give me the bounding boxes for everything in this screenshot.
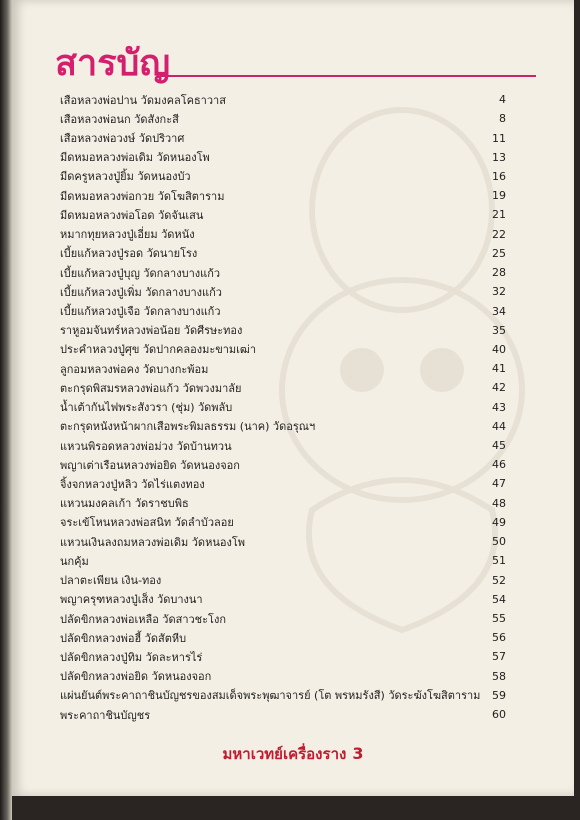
toc-entry-page: 60 bbox=[492, 708, 506, 722]
toc-entry-page: 13 bbox=[492, 150, 506, 164]
toc-entry-title: ปลัดขิกหลวงพ่อเหลือ วัดสาวชะโงก bbox=[60, 612, 226, 626]
toc-entry-title: จิ้งจกหลวงปู่หลิว วัดไร่แตงทอง bbox=[60, 477, 205, 491]
toc-entry-page: 43 bbox=[492, 400, 506, 414]
toc-entry-page: 28 bbox=[492, 266, 506, 280]
page-footer bbox=[12, 742, 574, 766]
toc-entry-title: พระคาถาชินบัญชร bbox=[60, 708, 151, 722]
toc-entry-page: 49 bbox=[492, 515, 506, 529]
toc-entry-page: 50 bbox=[492, 535, 506, 549]
toc-entry bbox=[60, 686, 506, 705]
table-of-contents bbox=[60, 90, 506, 724]
toc-entry-page: 11 bbox=[492, 131, 506, 145]
toc-entry-title: ปลัดขิกหลวงพ่อฮี้ วัดสัตหีบ bbox=[60, 631, 187, 645]
toc-entry-page: 32 bbox=[492, 285, 506, 299]
toc-entry bbox=[60, 455, 506, 474]
title-underline bbox=[160, 75, 536, 77]
toc-entry-page: 34 bbox=[492, 304, 506, 318]
toc-entry bbox=[60, 609, 506, 628]
toc-entry-title: เบี้ยแก้หลวงปู่เจือ วัดกลางบางแก้ว bbox=[60, 305, 221, 319]
toc-entry-title: แหวนพิรอดหลวงพ่อม่วง วัดบ้านทวน bbox=[60, 439, 232, 453]
toc-entry bbox=[60, 301, 506, 320]
toc-entry bbox=[60, 321, 506, 340]
toc-entry-title: ปลัดขิกหลวงพ่อยิด วัดหนองจอก bbox=[60, 670, 212, 684]
book-page bbox=[12, 0, 574, 796]
toc-entry-page: 8 bbox=[499, 112, 506, 126]
toc-entry-title: จระเข้โหนหลวงพ่อสนิท วัดลำบัวลอย bbox=[60, 516, 234, 530]
toc-entry-page: 21 bbox=[492, 208, 506, 222]
toc-entry bbox=[60, 167, 506, 186]
toc-entry-page: 41 bbox=[492, 362, 506, 376]
toc-entry-page: 55 bbox=[492, 612, 506, 626]
toc-entry bbox=[60, 667, 506, 686]
toc-entry bbox=[60, 532, 506, 551]
toc-entry-title: นกคุ้ม bbox=[60, 554, 89, 568]
toc-entry bbox=[60, 628, 506, 647]
toc-entry-page: 44 bbox=[492, 419, 506, 433]
toc-entry-title: ปลัดขิกหลวงปู่ทิม วัดละหารไร่ bbox=[60, 650, 203, 664]
toc-entry bbox=[60, 570, 506, 589]
toc-entry-title: เสือหลวงพ่อวงษ์ วัดปริวาศ bbox=[60, 132, 185, 146]
toc-entry-page: 52 bbox=[492, 573, 506, 587]
toc-entry bbox=[60, 513, 506, 532]
toc-entry-title: แหวนมงคลเก้า วัดราชบพิธ bbox=[60, 497, 189, 511]
toc-entry-title: พญาครุฑหลวงปู่เส็ง วัดบางนา bbox=[60, 593, 203, 607]
toc-entry-title: แหวนเงินลงถมหลวงพ่อเดิม วัดหนองโพ bbox=[60, 535, 245, 549]
toc-entry-page: 48 bbox=[492, 496, 506, 510]
toc-entry bbox=[60, 205, 506, 224]
toc-entry bbox=[60, 474, 506, 493]
toc-entry bbox=[60, 186, 506, 205]
footer-page-number: 3 bbox=[352, 744, 364, 763]
toc-entry-title: มีดหมอหลวงพ่อโอด วัดจันเสน bbox=[60, 208, 204, 222]
toc-entry-page: 56 bbox=[492, 631, 506, 645]
book-binding-shadow bbox=[0, 0, 12, 820]
toc-entry-title: เบี้ยแก้หลวงปู่เพิ่ม วัดกลางบางแก้ว bbox=[60, 285, 222, 299]
toc-entry bbox=[60, 417, 506, 436]
toc-entry bbox=[60, 494, 506, 513]
toc-entry bbox=[60, 244, 506, 263]
toc-entry-page: 35 bbox=[492, 323, 506, 337]
toc-entry-page: 42 bbox=[492, 381, 506, 395]
toc-entry-page: 25 bbox=[492, 246, 506, 260]
toc-entry bbox=[60, 340, 506, 359]
toc-entry-page: 4 bbox=[499, 93, 506, 107]
toc-entry-page: 19 bbox=[492, 189, 506, 203]
toc-entry-page: 40 bbox=[492, 342, 506, 356]
toc-entry-title: ประคำหลวงปู่ศุข วัดปากคลองมะขามเฒ่า bbox=[60, 343, 257, 357]
toc-entry bbox=[60, 109, 506, 128]
toc-entry-page: 46 bbox=[492, 458, 506, 472]
toc-entry-title: ตะกรุดพิสมรหลวงพ่อแก้ว วัดพวงมาลัย bbox=[60, 381, 242, 395]
page-title: สารบัญ bbox=[55, 43, 171, 84]
toc-entry-title: เสือหลวงพ่อปาน วัดมงคลโคธาวาส bbox=[60, 93, 226, 107]
toc-entry bbox=[60, 551, 506, 570]
toc-entry-title: มีดหมอหลวงพ่อกวย วัดโฆสิตาราม bbox=[60, 189, 225, 203]
toc-entry-title: ปลาตะเพียน เงิน-ทอง bbox=[60, 574, 162, 588]
toc-entry bbox=[60, 359, 506, 378]
toc-entry-title: หมากทุยหลวงปู่เอี่ยม วัดหนัง bbox=[60, 228, 195, 242]
toc-entry bbox=[60, 225, 506, 244]
toc-entry-title: ลูกอมหลวงพ่อคง วัดบางกะพ้อม bbox=[60, 362, 209, 376]
toc-entry bbox=[60, 282, 506, 301]
toc-entry-page: 57 bbox=[492, 650, 506, 664]
toc-entry bbox=[60, 705, 506, 724]
toc-entry-page: 58 bbox=[492, 669, 506, 683]
toc-entry-title: น้ำเต้ากันไฟพระสังวรา (ชุ่ม) วัดพลับ bbox=[60, 401, 233, 415]
toc-entry-page: 59 bbox=[492, 688, 506, 702]
toc-entry-title: เสือหลวงพ่อนก วัดสังกะสี bbox=[60, 112, 179, 126]
toc-entry bbox=[60, 378, 506, 397]
toc-entry bbox=[60, 590, 506, 609]
toc-entry-title: แผ่นยันต์พระคาถาชินบัญชรของสมเด็จพระพุฒาจารย์ (โต พรหมรังสี) วัดระฆังโฆสิตาราม bbox=[60, 689, 481, 703]
toc-entry-title: เบี้ยแก้หลวงปู่บุญ วัดกลางบางแก้ว bbox=[60, 266, 221, 280]
toc-entry-title: มีดครูหลวงปู่ยิ้ม วัดหนองบัว bbox=[60, 170, 191, 184]
toc-entry-title: มีดหมอหลวงพ่อเดิม วัดหนองโพ bbox=[60, 151, 210, 165]
toc-entry-title: ตะกรุดหนังหน้าผากเสือพระพิมลธรรม (นาค) วัดอรุณฯ bbox=[60, 420, 316, 434]
toc-entry-page: 22 bbox=[492, 227, 506, 241]
toc-entry-page: 47 bbox=[492, 477, 506, 491]
footer-book-title: มหาเวทย์เครื่องราง bbox=[222, 745, 347, 763]
toc-entry bbox=[60, 263, 506, 282]
toc-entry-title: พญาเต่าเรือนหลวงพ่อยิด วัดหนองจอก bbox=[60, 458, 240, 472]
toc-entry bbox=[60, 128, 506, 147]
toc-entry-title: ราหูอมจันทร์หลวงพ่อน้อย วัดศีรษะทอง bbox=[60, 324, 243, 338]
toc-entry-page: 51 bbox=[492, 554, 506, 568]
toc-entry-page: 16 bbox=[492, 169, 506, 183]
toc-entry-page: 54 bbox=[492, 592, 506, 606]
toc-entry-title: เบี้ยแก้หลวงปู่รอด วัดนายโรง bbox=[60, 247, 198, 261]
toc-entry bbox=[60, 148, 506, 167]
toc-entry bbox=[60, 398, 506, 417]
toc-entry bbox=[60, 90, 506, 109]
toc-entry bbox=[60, 647, 506, 666]
toc-entry-page: 45 bbox=[492, 439, 506, 453]
toc-entry bbox=[60, 436, 506, 455]
